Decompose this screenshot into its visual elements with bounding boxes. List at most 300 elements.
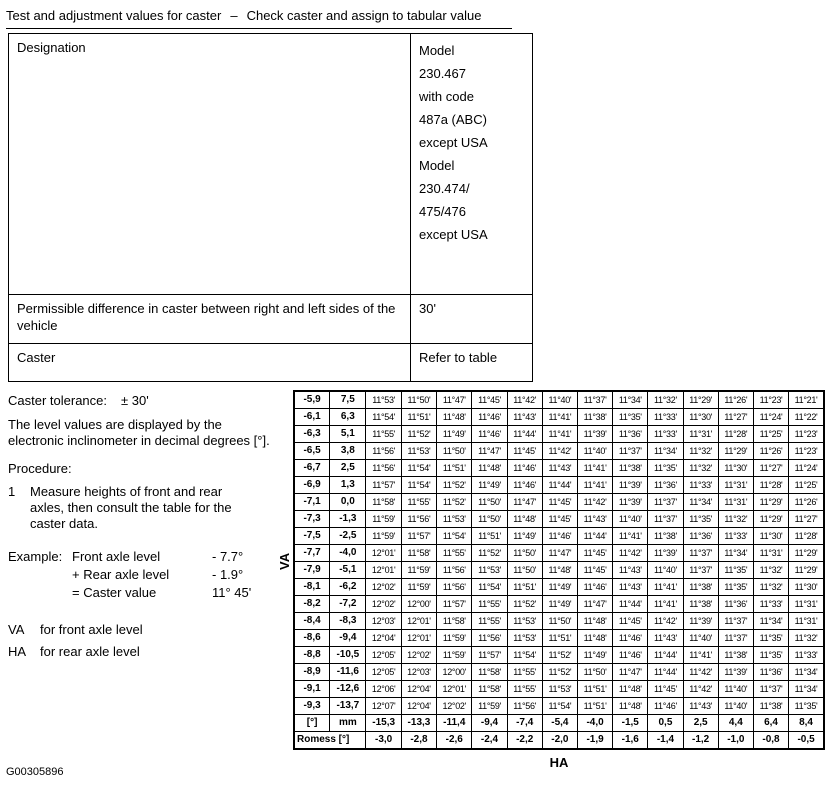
table-cell: 11°30' bbox=[789, 579, 824, 596]
table-cell: 11°59' bbox=[401, 562, 436, 579]
table-cell: 11°47' bbox=[437, 391, 472, 409]
table-cell: 12°01' bbox=[366, 545, 401, 562]
table-cell: 11°56' bbox=[437, 562, 472, 579]
table-row bbox=[294, 494, 824, 511]
table-cell: -3,0 bbox=[366, 732, 401, 750]
table-cell: -1,6 bbox=[613, 732, 648, 750]
table-cell: 11°24' bbox=[789, 460, 824, 477]
table-cell: 11°30' bbox=[753, 528, 788, 545]
table-cell: 11°40' bbox=[577, 443, 612, 460]
table-cell: -10,5 bbox=[330, 647, 366, 664]
table-cell: 11°32' bbox=[683, 460, 718, 477]
table-cell: 11°51' bbox=[577, 698, 612, 715]
table-cell: 11°42' bbox=[683, 681, 718, 698]
table-cell: -8,6 bbox=[294, 630, 330, 647]
table-cell: 11°33' bbox=[753, 596, 788, 613]
page-title-left: Test and adjustment values for caster bbox=[6, 8, 222, 23]
table-cell: 11°53' bbox=[507, 630, 542, 647]
table-cell: 11°35' bbox=[648, 460, 683, 477]
table-cell: 11°47' bbox=[613, 664, 648, 681]
table-cell: 11°34' bbox=[648, 443, 683, 460]
table-cell: 11°25' bbox=[789, 477, 824, 494]
table-cell: 11°59' bbox=[437, 647, 472, 664]
table-cell: 11°51' bbox=[437, 460, 472, 477]
table-cell: 11°48' bbox=[613, 681, 648, 698]
table-cell: -6,9 bbox=[294, 477, 330, 494]
table-cell: 11°52' bbox=[507, 596, 542, 613]
table-cell: -6,1 bbox=[294, 409, 330, 426]
table-cell: 11°37' bbox=[683, 562, 718, 579]
table-cell: 11°56' bbox=[366, 460, 401, 477]
table-cell: 11°40' bbox=[613, 511, 648, 528]
step-text: Measure heights of front and rear axles, then consult the table for the caster data. bbox=[30, 484, 232, 531]
table-cell: 12°00' bbox=[437, 664, 472, 681]
table-cell: 4,4 bbox=[718, 715, 753, 732]
table-cell: 11°39' bbox=[648, 545, 683, 562]
table-cell: Romess [°] bbox=[294, 732, 366, 750]
table-cell: 11°21' bbox=[789, 391, 824, 409]
table-cell: 11°41' bbox=[542, 409, 577, 426]
table-cell: 11°41' bbox=[613, 528, 648, 545]
table-cell: 11°57' bbox=[437, 596, 472, 613]
table-cell: 11°32' bbox=[683, 443, 718, 460]
table-cell: 11°48' bbox=[577, 630, 612, 647]
table-cell: -4,0 bbox=[577, 715, 612, 732]
table-cell: 11°53' bbox=[472, 562, 507, 579]
table-cell: 11°47' bbox=[542, 545, 577, 562]
table-cell: 11°59' bbox=[472, 698, 507, 715]
table-row bbox=[294, 596, 824, 613]
table-cell: 5,1 bbox=[330, 426, 366, 443]
table-cell: 11°57' bbox=[472, 647, 507, 664]
table-cell: 11°40' bbox=[718, 681, 753, 698]
table-cell: 11°52' bbox=[401, 426, 436, 443]
table-cell: 11°29' bbox=[789, 562, 824, 579]
table-cell: 11°38' bbox=[753, 698, 788, 715]
table-cell: 11°55' bbox=[366, 426, 401, 443]
table-cell: 11°33' bbox=[648, 426, 683, 443]
table-cell: 11°40' bbox=[718, 698, 753, 715]
table-cell: 11°50' bbox=[507, 562, 542, 579]
table-cell: 12°02' bbox=[437, 698, 472, 715]
example-lines bbox=[72, 548, 251, 602]
ha-axis-label: HA bbox=[549, 755, 569, 770]
table-cell: 11°39' bbox=[613, 477, 648, 494]
table-cell: 11°53' bbox=[507, 613, 542, 630]
table-cell: 11°37' bbox=[718, 630, 753, 647]
table-cell: 12°01' bbox=[401, 613, 436, 630]
table-cell: 11°28' bbox=[718, 426, 753, 443]
table-cell: 11°37' bbox=[648, 494, 683, 511]
legend-text: for rear axle level bbox=[40, 644, 140, 659]
designation-line: Model bbox=[419, 158, 455, 173]
table-cell: -6,7 bbox=[294, 460, 330, 477]
table-cell: 11°59' bbox=[366, 511, 401, 528]
table-cell: 11°43' bbox=[683, 698, 718, 715]
table-cell: 11°27' bbox=[718, 409, 753, 426]
table-cell: 12°04' bbox=[366, 630, 401, 647]
table-cell: 11°45' bbox=[648, 681, 683, 698]
table-cell: 11°48' bbox=[472, 460, 507, 477]
table-cell: 11°38' bbox=[683, 579, 718, 596]
table-cell: 11°55' bbox=[472, 596, 507, 613]
table-cell: 11°39' bbox=[577, 426, 612, 443]
table-cell: 11°42' bbox=[542, 443, 577, 460]
footer-romess-row bbox=[294, 732, 824, 750]
table-cell: -9,4 bbox=[330, 630, 366, 647]
table-cell: 12°07' bbox=[366, 698, 401, 715]
table-cell: -2,6 bbox=[437, 732, 472, 750]
table-cell: 11°46' bbox=[542, 528, 577, 545]
table-cell: 11°39' bbox=[683, 613, 718, 630]
table-cell: 11°51' bbox=[577, 681, 612, 698]
table-cell: 11°31' bbox=[789, 596, 824, 613]
table-cell: 11°28' bbox=[789, 528, 824, 545]
footer-mm-row bbox=[294, 715, 824, 732]
table-cell: 11°23' bbox=[789, 426, 824, 443]
spec-row-caster bbox=[9, 343, 532, 381]
table-cell: 11°55' bbox=[507, 664, 542, 681]
table-cell: 11°56' bbox=[507, 698, 542, 715]
table-cell: 11°44' bbox=[613, 596, 648, 613]
table-cell: -1,0 bbox=[718, 732, 753, 750]
procedure-step-1 bbox=[8, 484, 278, 532]
table-cell: 11°45' bbox=[472, 391, 507, 409]
table-cell: 11°29' bbox=[753, 511, 788, 528]
table-cell: 11°36' bbox=[613, 426, 648, 443]
table-cell: 12°02' bbox=[401, 647, 436, 664]
table-cell: 11°40' bbox=[683, 630, 718, 647]
table-cell: 11°34' bbox=[718, 545, 753, 562]
table-cell: 11°53' bbox=[542, 681, 577, 698]
table-cell: -9,1 bbox=[294, 681, 330, 698]
caster-value: Refer to table bbox=[419, 350, 498, 365]
designation-line: 230.467 bbox=[419, 66, 466, 81]
table-cell: 11°35' bbox=[753, 630, 788, 647]
table-cell: 11°48' bbox=[507, 511, 542, 528]
table-cell: 11°58' bbox=[437, 613, 472, 630]
table-cell: 11°54' bbox=[472, 579, 507, 596]
table-cell: 11°45' bbox=[577, 562, 612, 579]
designation-line: except USA bbox=[419, 227, 488, 242]
table-cell: 11°46' bbox=[613, 630, 648, 647]
table-cell: 11°49' bbox=[507, 528, 542, 545]
legend-abbr: VA bbox=[8, 622, 25, 637]
table-cell: 11°50' bbox=[472, 494, 507, 511]
table-cell: 11°37' bbox=[577, 391, 612, 409]
table-cell: -8,8 bbox=[294, 647, 330, 664]
table-cell: -4,0 bbox=[330, 545, 366, 562]
table-cell: 11°53' bbox=[366, 391, 401, 409]
table-cell: 11°54' bbox=[507, 647, 542, 664]
table-cell: 11°55' bbox=[401, 494, 436, 511]
table-cell: 12°01' bbox=[366, 562, 401, 579]
table-cell: 12°04' bbox=[401, 681, 436, 698]
table-cell: -11,6 bbox=[330, 664, 366, 681]
table-cell: 11°58' bbox=[472, 664, 507, 681]
table-cell: -8,3 bbox=[330, 613, 366, 630]
table-cell: 11°29' bbox=[753, 494, 788, 511]
table-cell: -8,2 bbox=[294, 596, 330, 613]
table-cell: 11°43' bbox=[613, 579, 648, 596]
table-cell: 11°50' bbox=[437, 443, 472, 460]
designation-line: 475/476 bbox=[419, 204, 466, 219]
table-cell: 11°35' bbox=[613, 409, 648, 426]
table-cell: 11°38' bbox=[577, 409, 612, 426]
table-cell: 11°37' bbox=[613, 443, 648, 460]
table-cell: -6,3 bbox=[294, 426, 330, 443]
table-cell: 11°38' bbox=[613, 460, 648, 477]
table-cell: 11°46' bbox=[613, 647, 648, 664]
table-cell: 11°27' bbox=[789, 511, 824, 528]
table-cell: -9,4 bbox=[472, 715, 507, 732]
table-cell: 11°51' bbox=[542, 630, 577, 647]
step-number: 1 bbox=[8, 484, 16, 499]
table-cell: 12°06' bbox=[366, 681, 401, 698]
table-cell: 11°47' bbox=[577, 596, 612, 613]
designation-line: with code bbox=[419, 89, 474, 104]
table-cell: -8,4 bbox=[294, 613, 330, 630]
table-cell: 12°02' bbox=[366, 596, 401, 613]
table-cell: 12°04' bbox=[401, 698, 436, 715]
example-line-value: - 7.7° bbox=[212, 549, 244, 564]
table-cell: 11°31' bbox=[683, 426, 718, 443]
table-cell: 11°32' bbox=[753, 579, 788, 596]
table-cell: 11°36' bbox=[753, 664, 788, 681]
table-cell: -2,0 bbox=[542, 732, 577, 750]
table-cell: 2,5 bbox=[683, 715, 718, 732]
table-cell: 11°23' bbox=[789, 443, 824, 460]
table-cell: -6,2 bbox=[330, 579, 366, 596]
table-cell: 11°59' bbox=[366, 528, 401, 545]
table-cell: 11°37' bbox=[648, 511, 683, 528]
table-cell: -1,5 bbox=[613, 715, 648, 732]
table-cell: 11°51' bbox=[401, 409, 436, 426]
title-separator: – bbox=[230, 8, 238, 23]
table-cell: -15,3 bbox=[366, 715, 401, 732]
table-cell: 11°31' bbox=[789, 613, 824, 630]
table-cell: 12°05' bbox=[366, 664, 401, 681]
spec-table bbox=[8, 33, 533, 382]
table-row bbox=[294, 698, 824, 715]
table-cell: 11°41' bbox=[577, 477, 612, 494]
table-cell: 11°44' bbox=[648, 664, 683, 681]
table-cell: 11°51' bbox=[507, 579, 542, 596]
table-row bbox=[294, 426, 824, 443]
designation-line: except USA bbox=[419, 135, 488, 150]
page-title-right: Check caster and assign to tabular value bbox=[246, 8, 482, 23]
caster-tolerance-line bbox=[8, 393, 278, 409]
table-cell: 11°29' bbox=[718, 443, 753, 460]
table-cell: 11°48' bbox=[437, 409, 472, 426]
table-cell: 11°33' bbox=[789, 647, 824, 664]
table-cell: 2,5 bbox=[330, 460, 366, 477]
table-cell: 11°34' bbox=[789, 664, 824, 681]
table-cell: 11°41' bbox=[683, 647, 718, 664]
table-cell: 11°49' bbox=[472, 477, 507, 494]
table-cell: 11°52' bbox=[472, 545, 507, 562]
spec-row-perm-diff bbox=[9, 294, 532, 343]
table-cell: 11°42' bbox=[507, 391, 542, 409]
table-cell: 11°41' bbox=[542, 426, 577, 443]
table-cell: 12°00' bbox=[401, 596, 436, 613]
table-cell: 11°31' bbox=[718, 477, 753, 494]
table-cell: 11°32' bbox=[648, 391, 683, 409]
caster-tolerance-value: ± 30' bbox=[121, 393, 149, 408]
table-cell: 11°47' bbox=[472, 443, 507, 460]
table-cell: 11°46' bbox=[577, 579, 612, 596]
perm-diff-value: 30' bbox=[419, 301, 436, 316]
table-cell: 11°48' bbox=[577, 613, 612, 630]
table-cell: 11°32' bbox=[753, 562, 788, 579]
table-cell: 11°26' bbox=[753, 443, 788, 460]
table-cell: 11°40' bbox=[648, 562, 683, 579]
table-cell: 11°52' bbox=[437, 494, 472, 511]
legend-item-va bbox=[8, 622, 278, 638]
table-cell: 11°42' bbox=[577, 494, 612, 511]
table-cell: -5,9 bbox=[294, 391, 330, 409]
table-cell: 11°38' bbox=[683, 596, 718, 613]
doc-number: G00305896 bbox=[6, 766, 64, 778]
table-cell: 11°43' bbox=[613, 562, 648, 579]
table-cell: 11°41' bbox=[648, 579, 683, 596]
table-cell: 1,3 bbox=[330, 477, 366, 494]
table-cell: 11°50' bbox=[507, 545, 542, 562]
table-cell: 11°45' bbox=[577, 545, 612, 562]
table-cell: 11°45' bbox=[542, 511, 577, 528]
table-cell: -6,5 bbox=[294, 443, 330, 460]
table-cell: 12°01' bbox=[437, 681, 472, 698]
designation-label: Designation bbox=[9, 34, 411, 294]
table-cell: 11°26' bbox=[718, 391, 753, 409]
table-cell: 11°35' bbox=[718, 562, 753, 579]
table-cell: 11°29' bbox=[683, 391, 718, 409]
table-cell: 11°54' bbox=[401, 460, 436, 477]
example-block bbox=[8, 548, 278, 602]
table-cell: -1,2 bbox=[683, 732, 718, 750]
table-cell: -7,9 bbox=[294, 562, 330, 579]
table-cell: 11°34' bbox=[683, 494, 718, 511]
table-cell: 8,4 bbox=[789, 715, 824, 732]
table-cell: 11°44' bbox=[542, 477, 577, 494]
table-cell: 11°46' bbox=[472, 426, 507, 443]
table-cell: -2,2 bbox=[507, 732, 542, 750]
table-cell: mm bbox=[330, 715, 366, 732]
notes-block bbox=[8, 393, 278, 666]
table-cell: 11°58' bbox=[472, 681, 507, 698]
table-cell: 11°54' bbox=[366, 409, 401, 426]
table-cell: 11°30' bbox=[718, 460, 753, 477]
table-cell: 11°25' bbox=[753, 426, 788, 443]
table-cell: 11°39' bbox=[613, 494, 648, 511]
table-cell: 11°57' bbox=[366, 477, 401, 494]
table-cell: -13,3 bbox=[401, 715, 436, 732]
table-cell: 11°31' bbox=[753, 545, 788, 562]
table-row bbox=[294, 443, 824, 460]
table-row bbox=[294, 528, 824, 545]
table-cell: -11,4 bbox=[437, 715, 472, 732]
table-cell: 11°50' bbox=[542, 613, 577, 630]
table-cell: 11°45' bbox=[613, 613, 648, 630]
table-cell: 11°52' bbox=[542, 664, 577, 681]
table-cell: 11°56' bbox=[437, 579, 472, 596]
table-cell: 11°36' bbox=[648, 477, 683, 494]
table-cell: 11°55' bbox=[437, 545, 472, 562]
table-row bbox=[294, 664, 824, 681]
example-line-text: + Rear axle level bbox=[72, 567, 170, 582]
table-cell: 11°35' bbox=[683, 511, 718, 528]
table-cell: -1,9 bbox=[577, 732, 612, 750]
legend-item-ha bbox=[8, 644, 278, 660]
table-cell: -7,5 bbox=[294, 528, 330, 545]
table-cell: -7,2 bbox=[330, 596, 366, 613]
table-cell: -7,7 bbox=[294, 545, 330, 562]
designation-line: 487a (ABC) bbox=[419, 112, 487, 127]
table-cell: 12°05' bbox=[366, 647, 401, 664]
table-cell: 12°02' bbox=[366, 579, 401, 596]
table-cell: 11°33' bbox=[648, 409, 683, 426]
example-label: Example: bbox=[8, 549, 63, 564]
table-cell: 11°58' bbox=[401, 545, 436, 562]
table-cell: 11°52' bbox=[437, 477, 472, 494]
table-cell: 11°46' bbox=[507, 477, 542, 494]
table-cell: 11°44' bbox=[577, 528, 612, 545]
table-cell: 11°43' bbox=[577, 511, 612, 528]
table-cell: -7,1 bbox=[294, 494, 330, 511]
table-cell: 12°01' bbox=[401, 630, 436, 647]
table-cell: 12°03' bbox=[401, 664, 436, 681]
table-cell: 11°41' bbox=[648, 596, 683, 613]
table-cell: 6,3 bbox=[330, 409, 366, 426]
table-cell: 11°55' bbox=[472, 613, 507, 630]
table-cell: 11°35' bbox=[718, 579, 753, 596]
table-cell: 11°56' bbox=[366, 443, 401, 460]
table-cell: 11°47' bbox=[507, 494, 542, 511]
table-cell: 11°34' bbox=[753, 613, 788, 630]
table-cell: 11°22' bbox=[789, 409, 824, 426]
designation-value bbox=[411, 34, 532, 294]
example-line bbox=[72, 548, 251, 566]
table-cell: 11°55' bbox=[507, 681, 542, 698]
table-cell: -12,6 bbox=[330, 681, 366, 698]
table-cell: 11°37' bbox=[718, 613, 753, 630]
table-cell: -0,8 bbox=[753, 732, 788, 750]
page-title bbox=[6, 8, 512, 29]
table-cell: 11°36' bbox=[718, 596, 753, 613]
perm-diff-label: Permissible difference in caster between right and left sides of the vehicle bbox=[9, 295, 411, 343]
table-cell: 11°48' bbox=[542, 562, 577, 579]
table-cell: 11°49' bbox=[542, 596, 577, 613]
example-line bbox=[72, 566, 251, 584]
example-line-value: 11° 45' bbox=[212, 585, 252, 600]
table-cell: 11°48' bbox=[613, 698, 648, 715]
table-cell: 11°54' bbox=[437, 528, 472, 545]
spec-row-designation bbox=[9, 34, 532, 294]
table-cell: 11°37' bbox=[753, 681, 788, 698]
caster-table bbox=[293, 390, 825, 750]
table-cell: 11°53' bbox=[401, 443, 436, 460]
table-row bbox=[294, 647, 824, 664]
table-cell: -2,5 bbox=[330, 528, 366, 545]
table-row bbox=[294, 613, 824, 630]
table-cell: 11°59' bbox=[401, 579, 436, 596]
table-row bbox=[294, 477, 824, 494]
table-row bbox=[294, 511, 824, 528]
table-cell: -2,8 bbox=[401, 732, 436, 750]
table-cell: 11°50' bbox=[401, 391, 436, 409]
table-cell: 11°27' bbox=[753, 460, 788, 477]
table-cell: 11°42' bbox=[613, 545, 648, 562]
